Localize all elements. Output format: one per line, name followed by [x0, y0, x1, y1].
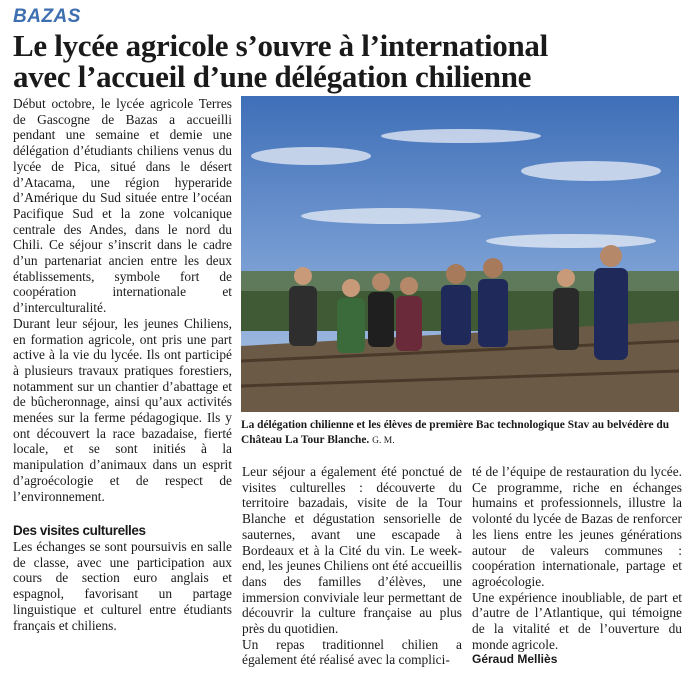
article-column-2 [242, 464, 462, 668]
paragraph-intro: Début octobre, le lycée agricole Terres de Gascogne de Bazas a accueilli pendant une semaine et demie une délégation d’étudiants chiliens venus du lycée de Pica, situé dans le désert d’Atacama, une région hyperaride d’Amérique du Sud située entre l’océan Pacifique Sud et la zone volcanique centrale des Andes, dans le nord du Chili. Ce séjour s’inscrit dans le cadre d’un partenariat ancien entre les deux établissements, symbole fort de coopération internationale et d’interculturalité. [13, 96, 232, 316]
paragraph-stay: Durant leur séjour, les jeunes Chiliens, en formation agricole, ont pris une part active à la vie du lycée. Ils ont participé à plusieurs travaux pratiques forestiers, notamment sur un chantier d’abattage et de bûcheronnage, ainsi qu’aux activités menées sur la ferme pédagogique. Ils y ont découvert la race bazadaise, fierté locale, et se sont initiés à la manipulation d’animaux dans un esprit d’agroécologie et de respect de l’environnement. [13, 315, 232, 504]
headline-line-1: Le lycée agricole s’ouvre à l’international [13, 28, 548, 63]
paragraph-classes: Les échanges se sont poursuivis en salle de classe, avec une participation aux cours de section euro anglais et espagnol, favorisant un partage linguistique et culturel entre étudiants français et chiliens. [13, 538, 232, 633]
article-column-1 [13, 96, 232, 633]
paragraph-program: té de l’équipe de restauration du lycée. Ce programme, riche en échanges humains et professionnels, illustre la volonté du lycée de Bazas de renforcer les liens entre les jeunes générations autour de valeurs communes : coopération internationale, partage et agroécologie. [472, 464, 682, 589]
headline-line-2: avec l’accueil d’une délégation chilienne [13, 59, 532, 94]
photo-illustration [241, 96, 679, 412]
delegation-photo [241, 96, 679, 412]
section-subhead: Des visites culturelles [13, 523, 146, 539]
paragraph-conclusion: Une expérience inoubliable, de part et d’autre de l’Atlantique, qui témoigne de la vitalité et de l’ouverture du monde agricole. [472, 589, 682, 652]
photo-credit: G. M. [372, 436, 395, 446]
article-column-3 [472, 464, 682, 668]
article-kicker: BAZAS [13, 6, 81, 27]
paragraph-meal: Un repas traditionnel chilien a également été réalisé avec la complici- [242, 636, 462, 668]
paragraph-visits: Leur séjour a également été ponctué de visites culturelles : découverte du territoire bazadais, visite de la Tour Blanche et dégustation sensorielle de sauternes, avant une escapade à Bordeaux et à la Cité du vin. Le week-end, les jeunes Chiliens ont été accueillis dans des familles d’élèves, une immersion conviviale leur permettant de découvrir la culture française au plus près du quotidien. [242, 464, 462, 637]
article-headline [13, 30, 683, 92]
caption-text: La délégation chilienne et les élèves de première Bac technologique Stav au belvédère du Château La Tour Blanche. [241, 419, 670, 446]
photo-caption [241, 418, 681, 449]
author-signature: Géraud Melliès [472, 652, 558, 667]
